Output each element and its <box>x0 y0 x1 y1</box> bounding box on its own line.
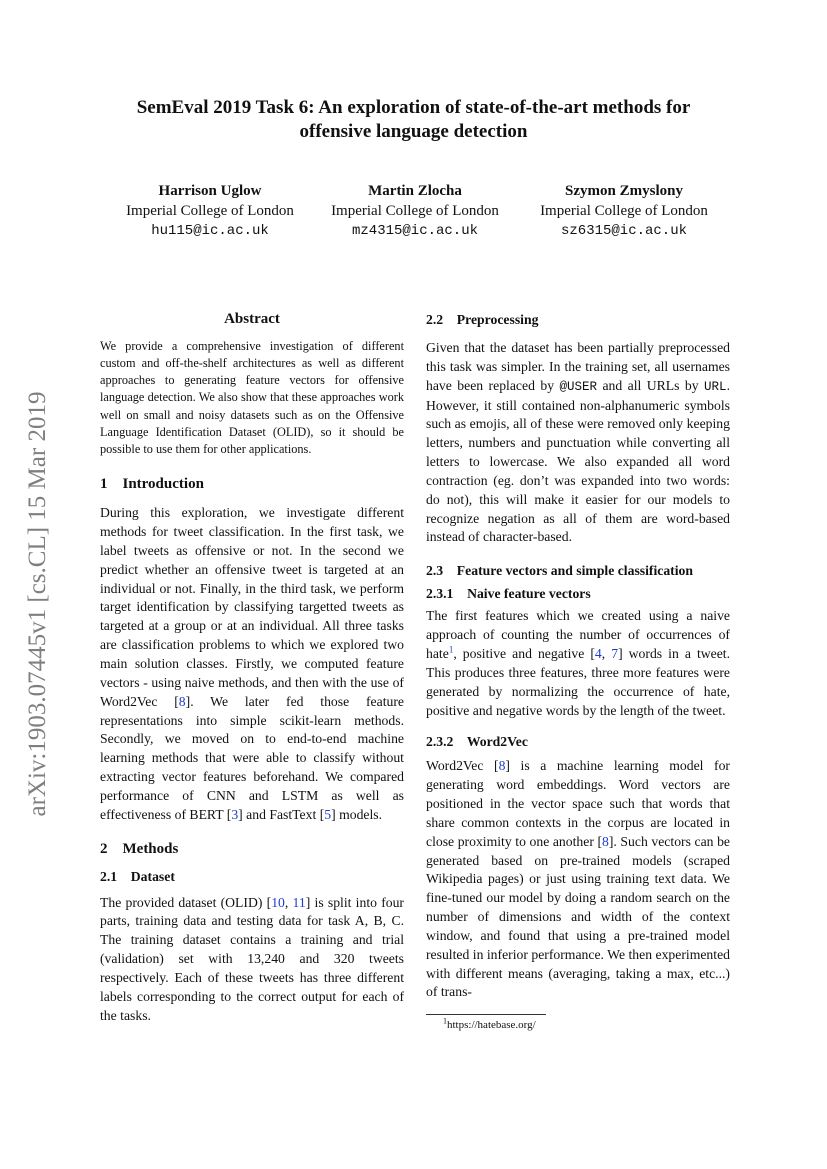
subsubsection-heading-word2vec <box>426 732 730 751</box>
dataset-paragraph: The provided dataset (OLID) [10, 11] is split into four parts, training data and testing data for task A, B, C. The training dataset contains a training and trial (validation) set with 13,240 and 320 tweets respectively. Each of these tweets has three different labels corresponding to the correct output for each of the tasks. <box>100 894 404 1023</box>
abstract-heading: Abstract <box>224 311 280 327</box>
subsubsection-number: 2.3.1 <box>426 586 454 602</box>
citation-link[interactable]: 3 <box>231 806 239 822</box>
citation-link[interactable]: 8 <box>178 693 186 709</box>
title-line-2: offensive language detection <box>299 121 528 142</box>
subsubsection-title: Naive feature vectors <box>467 586 591 602</box>
section-title: Methods <box>122 840 179 857</box>
subsubsection-number: 2.3.2 <box>426 734 454 750</box>
subsection-heading-feature-vectors <box>426 561 730 580</box>
subsection-number: 2.2 <box>426 312 444 327</box>
author-block-2 <box>315 181 515 241</box>
citation-link[interactable]: 11 <box>292 894 306 910</box>
author-affiliation: Imperial College of London <box>126 203 294 219</box>
subsection-heading-dataset <box>100 867 404 886</box>
author-block-3 <box>524 181 724 241</box>
citation-link[interactable]: 10 <box>271 894 285 910</box>
author-name: Martin Zlocha <box>368 183 462 199</box>
footnote-url[interactable]: https://hatebase.org/ <box>447 1019 536 1032</box>
subsubsection-title: Word2Vec <box>466 734 528 750</box>
subsection-title: Feature vectors and simple classification <box>456 563 693 579</box>
left-column <box>100 308 404 1026</box>
author-name: Harrison Uglow <box>158 183 262 199</box>
word2vec-paragraph: Word2Vec [8] is a machine learning model for generating word embeddings. Word vectors are positioned in the vector space such that words that share common contexts in the corpus are located in close proximity to one another [8]. Such vectors can be generated based on pre-trained models (scraped Wikipedia pages) or just using training text data. We fine-tuned our model by doing a random search on the number of dimensions and width of the context window, and found that using a pre-trained model resulted in inferior performance. We then experimented with different means (averaging, taking a max, etc...) of trans- <box>426 758 730 1000</box>
naive-features-paragraph: The first features which we created using a naive approach of counting the number of occurrences of hate$^1$, positive and negative [4, 7] words in a tweet. This produces three features, three more features were generated by normalizing the occurrence of hate, positive and negative words by the length of the tweet. <box>426 608 731 718</box>
citation-link[interactable]: 5 <box>324 806 332 822</box>
section-title: Introduction <box>122 476 204 493</box>
section-number: 1 <box>100 476 108 493</box>
footnote-divider <box>426 1014 546 1015</box>
subsection-title: Preprocessing <box>456 312 539 327</box>
footnote-number: 1 <box>443 1016 447 1026</box>
author-email[interactable]: sz6315@ic.ac.uk <box>560 223 688 239</box>
subsection-number: 2.3 <box>426 563 444 579</box>
preprocessing-paragraph: Given that the dataset has been partially preprocessed this task was simpler. In the training set, all usernames have been replaced by @USER and all URLs by URL. However, it still contained non-alphanumeric symbols such as emojis, all of these were removed only keeping letters, numbers and punctuation while converting all letters to lowercase. We also expanded all word contraction (eg. don’t was expanded into two words: do not), this will make it easier for our models to recognize negation as all of them are word-based instead of character-based. <box>426 340 730 545</box>
abstract-text: We provide a comprehensive investigation of different custom and off-the-shelf architectures as well as different approaches to generating feature vectors for offensive language detection. We also show that these approaches work well on small and noisy datasets such as on the Offensive Language Identification Dataset (OLID), so it should be possible to use them for other applications. <box>100 338 404 457</box>
introduction-paragraph: During this exploration, we investigate different methods for tweet classification. In the first task, we label tweets as offensive or not. In the second we predict whether an offensive tweet is targeted at an individual or not. Finally, in the third task, we perform target identification by classifying targetted tweets as targeted at a group or at an individual. All three tasks are classification problems to which we explored two main solution classes. Firstly, we computed feature vectors - using naive methods, and then with the use of Word2Vec [8]. We later fed those feature representations into simple scikit-learn methods. Secondly, we moved on to end-to-end machine learning methods that were able to classify without extracting vector features beforehand. We compared performance of CNN and LSTM as well as effectiveness of BERT [3] and FastText [5] models. <box>100 505 404 822</box>
code-token: @USER <box>559 379 597 394</box>
subsection-number: 2.1 <box>100 868 118 884</box>
title-line-1: SemEval 2019 Task 6: An exploration of state-of-the-art methods for <box>136 97 691 118</box>
arxiv-identifier: arXiv:1903.07445v1 [cs.CL] 15 Mar 2019 <box>24 391 51 817</box>
subsubsection-heading-naive <box>426 584 730 603</box>
code-token: URL <box>704 379 727 394</box>
citation-link[interactable]: 7 <box>611 645 619 661</box>
author-email[interactable]: mz4315@ic.ac.uk <box>351 223 479 239</box>
paper-title <box>60 96 767 144</box>
subsection-title: Dataset <box>130 868 175 884</box>
footnote-marker[interactable]: 1 <box>448 644 454 655</box>
author-affiliation: Imperial College of London <box>540 203 708 219</box>
footnote <box>426 1018 730 1032</box>
section-heading-methods <box>100 839 404 859</box>
subsection-heading-preprocessing <box>426 310 730 329</box>
author-name: Szymon Zmyslony <box>565 183 683 199</box>
citation-link[interactable]: 4 <box>594 645 602 661</box>
author-email[interactable]: hu115@ic.ac.uk <box>151 223 269 239</box>
section-heading-introduction <box>100 474 404 494</box>
right-column <box>426 308 730 1032</box>
citation-link[interactable]: 8 <box>498 758 506 774</box>
section-number: 2 <box>100 840 108 857</box>
citation-link[interactable]: 8 <box>602 833 609 849</box>
author-block-1 <box>110 181 310 241</box>
author-affiliation: Imperial College of London <box>331 203 499 219</box>
